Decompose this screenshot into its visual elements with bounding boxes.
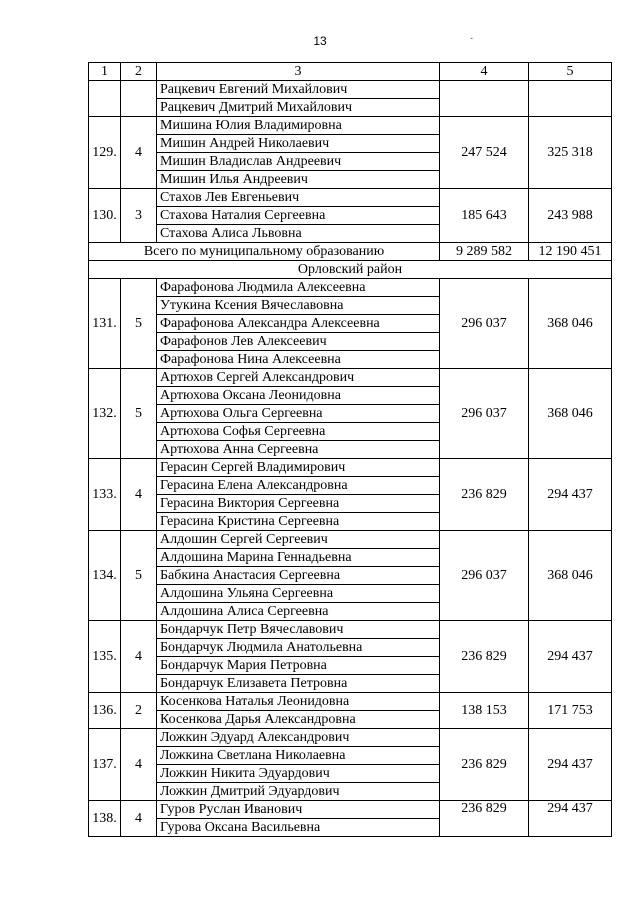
person-name: Алдошина Марина Геннадьевна bbox=[157, 549, 440, 567]
total-label: Всего по муниципальному образованию bbox=[89, 243, 440, 261]
person-name: Бабкина Анастасия Сергеевна bbox=[157, 567, 440, 585]
person-name: Герасина Кристина Сергеевна bbox=[157, 513, 440, 531]
amount-col5: 368 046 bbox=[529, 369, 612, 459]
table-row bbox=[89, 693, 612, 711]
person-name: Артюхова Анна Сергеевна bbox=[157, 441, 440, 459]
header-cell-5: 5 bbox=[529, 63, 612, 81]
family-size: 4 bbox=[121, 801, 157, 837]
total-col5: 12 190 451 bbox=[529, 243, 612, 261]
family-size: 5 bbox=[121, 279, 157, 369]
person-name: Мишина Юлия Владимировна bbox=[157, 117, 440, 135]
person-name: Стахов Лев Евгеньевич bbox=[157, 189, 440, 207]
table-row bbox=[89, 81, 612, 99]
row-number: 133. bbox=[89, 459, 121, 531]
table-row bbox=[89, 369, 612, 387]
district-row bbox=[89, 261, 612, 279]
total-col4: 9 289 582 bbox=[440, 243, 529, 261]
allocation-table bbox=[88, 62, 612, 837]
amount-col4: 185 643 bbox=[440, 189, 529, 243]
row-number: 137. bbox=[89, 729, 121, 801]
table-row bbox=[89, 729, 612, 747]
amount-col4: 296 037 bbox=[440, 279, 529, 369]
row-number: 136. bbox=[89, 693, 121, 729]
person-name: Алдошин Сергей Сергеевич bbox=[157, 531, 440, 549]
row-number bbox=[89, 81, 121, 117]
amount-col5: 171 753 bbox=[529, 693, 612, 729]
person-name: Герасина Виктория Сергеевна bbox=[157, 495, 440, 513]
total-row bbox=[89, 243, 612, 261]
person-name: Бондарчук Мария Петровна bbox=[157, 657, 440, 675]
family-size: 4 bbox=[121, 117, 157, 189]
row-number: 132. bbox=[89, 369, 121, 459]
amount-col4: 236 829 bbox=[440, 729, 529, 801]
amount-col4: 236 829 bbox=[440, 621, 529, 693]
table-row bbox=[89, 189, 612, 207]
amount-col5: 294 437 bbox=[529, 801, 612, 837]
header-row bbox=[89, 63, 612, 81]
person-name: Фарафонова Александра Алексеевна bbox=[157, 315, 440, 333]
person-name: Косенкова Наталья Леонидовна bbox=[157, 693, 440, 711]
family-size: 3 bbox=[121, 189, 157, 243]
amount-col5: 368 046 bbox=[529, 279, 612, 369]
district-name: Орловский район bbox=[89, 261, 612, 279]
amount-col4 bbox=[440, 81, 529, 117]
family-size: 4 bbox=[121, 729, 157, 801]
amount-col5: 294 437 bbox=[529, 621, 612, 693]
person-name: Ложкин Никита Эдуардович bbox=[157, 765, 440, 783]
person-name: Гурова Оксана Васильевна bbox=[157, 819, 440, 837]
person-name: Артюхова Ольга Сергеевна bbox=[157, 405, 440, 423]
header-cell-4: 4 bbox=[440, 63, 529, 81]
amount-col5: 243 988 bbox=[529, 189, 612, 243]
amount-col4: 138 153 bbox=[440, 693, 529, 729]
person-name: Косенкова Дарья Александровна bbox=[157, 711, 440, 729]
row-number: 135. bbox=[89, 621, 121, 693]
person-name: Алдошина Алиса Сергеевна bbox=[157, 603, 440, 621]
header-cell-2: 2 bbox=[121, 63, 157, 81]
row-number: 138. bbox=[89, 801, 121, 837]
amount-col4: 296 037 bbox=[440, 369, 529, 459]
person-name: Ложкин Дмитрий Эдуардович bbox=[157, 783, 440, 801]
amount-col5: 294 437 bbox=[529, 459, 612, 531]
person-name: Герасина Елена Александровна bbox=[157, 477, 440, 495]
amount-col4: 296 037 bbox=[440, 531, 529, 621]
header-cell-1: 1 bbox=[89, 63, 121, 81]
person-name: Герасин Сергей Владимирович bbox=[157, 459, 440, 477]
amount-col4: 236 829 bbox=[440, 459, 529, 531]
table-row bbox=[89, 279, 612, 297]
person-name: Утукина Ксения Вячеславовна bbox=[157, 297, 440, 315]
row-number: 129. bbox=[89, 117, 121, 189]
family-size: 2 bbox=[121, 693, 157, 729]
amount-col5 bbox=[529, 81, 612, 117]
person-name: Ложкин Эдуард Александрович bbox=[157, 729, 440, 747]
person-name: Рацкевич Евгений Михайлович bbox=[157, 81, 440, 99]
amount-col5: 368 046 bbox=[529, 531, 612, 621]
person-name: Артюхов Сергей Александрович bbox=[157, 369, 440, 387]
person-name: Алдошина Ульяна Сергеевна bbox=[157, 585, 440, 603]
row-number: 134. bbox=[89, 531, 121, 621]
person-name: Бондарчук Людмила Анатольевна bbox=[157, 639, 440, 657]
person-name: Мишин Андрей Николаевич bbox=[157, 135, 440, 153]
family-size bbox=[121, 81, 157, 117]
person-name: Гуров Руслан Иванович bbox=[157, 801, 440, 819]
table-row bbox=[89, 531, 612, 549]
person-name: Фарафонова Нина Алексеевна bbox=[157, 351, 440, 369]
person-name: Бондарчук Елизавета Петровна bbox=[157, 675, 440, 693]
table-row bbox=[89, 621, 612, 639]
page-number: 13 bbox=[313, 34, 327, 48]
person-name: Стахова Наталия Сергеевна bbox=[157, 207, 440, 225]
person-name: Рацкевич Дмитрий Михайлович bbox=[157, 99, 440, 117]
table-row bbox=[89, 801, 612, 819]
amount-col5: 294 437 bbox=[529, 729, 612, 801]
person-name: Артюхова Оксана Леонидовна bbox=[157, 387, 440, 405]
person-name: Мишин Илья Андреевич bbox=[157, 171, 440, 189]
person-name: Бондарчук Петр Вячеславович bbox=[157, 621, 440, 639]
family-size: 4 bbox=[121, 621, 157, 693]
family-size: 5 bbox=[121, 531, 157, 621]
person-name: Фарафонова Людмила Алексеевна bbox=[157, 279, 440, 297]
family-size: 4 bbox=[121, 459, 157, 531]
row-number: 131. bbox=[89, 279, 121, 369]
table-row bbox=[89, 459, 612, 477]
person-name: Фарафонов Лев Алексеевич bbox=[157, 333, 440, 351]
amount-col5: 325 318 bbox=[529, 117, 612, 189]
amount-col4: 247 524 bbox=[440, 117, 529, 189]
table-body bbox=[89, 63, 612, 837]
person-name: Ложкина Светлана Николаевна bbox=[157, 747, 440, 765]
amount-col4: 236 829 bbox=[440, 801, 529, 837]
corner-mark: - bbox=[470, 33, 473, 43]
row-number: 130. bbox=[89, 189, 121, 243]
table-row bbox=[89, 117, 612, 135]
family-size: 5 bbox=[121, 369, 157, 459]
person-name: Мишин Владислав Андреевич bbox=[157, 153, 440, 171]
person-name: Стахова Алиса Львовна bbox=[157, 225, 440, 243]
header-cell-3: 3 bbox=[157, 63, 440, 81]
person-name: Артюхова Софья Сергеевна bbox=[157, 423, 440, 441]
